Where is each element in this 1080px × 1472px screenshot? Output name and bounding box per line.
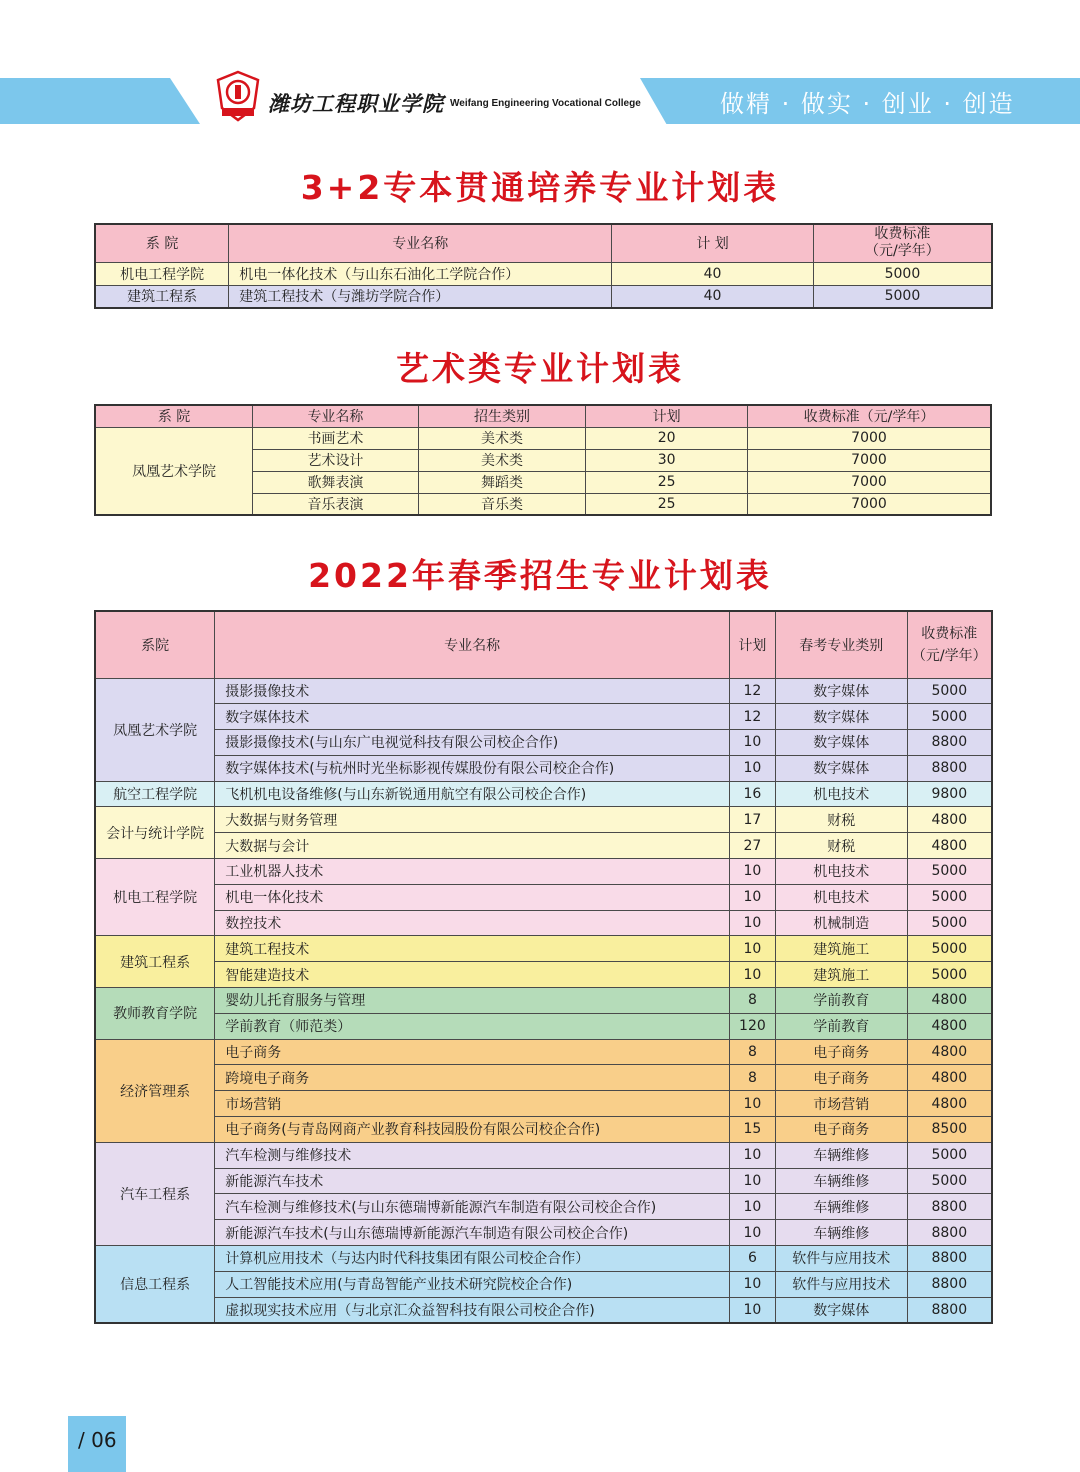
cell-major: 数字媒体技术(与杭州时光坐标影视传媒股份有限公司校企合作) (215, 755, 730, 781)
table-row (95, 988, 992, 1014)
table-row (95, 1013, 992, 1039)
cell-fee: 4800 (907, 1091, 992, 1117)
cell-major: 电子商务 (215, 1039, 730, 1065)
cell-major: 跨境电子商务 (215, 1065, 730, 1091)
cell-exam-category: 机电技术 (775, 859, 907, 885)
cell-fee: 4800 (907, 1039, 992, 1065)
cell-exam-category: 学前教育 (775, 988, 907, 1014)
cell-exam-category: 车辆维修 (775, 1168, 907, 1194)
table-header-row (95, 405, 991, 427)
table-row (95, 807, 992, 833)
cell-dept: 汽车工程系 (95, 1142, 215, 1245)
cell-fee: 4800 (907, 1065, 992, 1091)
cell-plan: 10 (729, 1091, 775, 1117)
cell-major: 摄影摄像技术 (215, 678, 730, 704)
cell-fee: 8800 (907, 1246, 992, 1272)
cell-plan: 10 (729, 1142, 775, 1168)
cell-plan: 10 (729, 936, 775, 962)
cell-plan: 25 (586, 493, 748, 515)
cell-major: 学前教育（师范类） (215, 1013, 730, 1039)
cell-major: 大数据与财务管理 (215, 807, 730, 833)
cell-exam-category: 建筑施工 (775, 962, 907, 988)
cell-fee: 9800 (907, 781, 992, 807)
table-row (95, 833, 992, 859)
page-number: / 06 (68, 1416, 126, 1472)
cell-exam-category: 机电技术 (775, 884, 907, 910)
cell-major: 摄影摄像技术(与山东广电视觉科技有限公司校企合作) (215, 730, 730, 756)
cell-fee: 5000 (907, 704, 992, 730)
cell-plan: 120 (729, 1013, 775, 1039)
cell-fee: 5000 (813, 285, 992, 308)
school-name-en: Weifang Engineering Vocational College (450, 98, 641, 109)
table3-title: 2022年春季招生专业计划表 (308, 556, 772, 595)
cell-fee: 8800 (907, 1220, 992, 1246)
table-row (95, 285, 992, 308)
header-fee-line1: 收费标准 (874, 226, 931, 243)
cell-fee: 5000 (813, 262, 992, 285)
cell-exam-category: 数字媒体 (775, 755, 907, 781)
cell-exam-category: 数字媒体 (775, 678, 907, 704)
cell-major: 歌舞表演 (253, 471, 419, 493)
cell-major: 机电一体化技术（与山东石油化工学院合作） (229, 262, 612, 285)
header-category: 招生类别 (418, 405, 586, 427)
cell-exam-category: 学前教育 (775, 1013, 907, 1039)
cell-plan: 10 (729, 1220, 775, 1246)
table-row (95, 962, 992, 988)
table-spring-2022-plan (94, 610, 993, 1324)
cell-fee: 7000 (748, 449, 992, 471)
cell-major: 书画艺术 (253, 427, 419, 449)
cell-exam-category: 车辆维修 (775, 1220, 907, 1246)
table-row (95, 910, 992, 936)
table-3plus2-plan (94, 223, 993, 309)
cell-plan: 6 (729, 1246, 775, 1272)
table-row (95, 1117, 992, 1143)
cell-exam-category: 机械制造 (775, 910, 907, 936)
cell-fee: 7000 (748, 493, 992, 515)
cell-dept: 建筑工程系 (95, 285, 229, 308)
cell-fee: 5000 (907, 1168, 992, 1194)
cell-exam-category: 财税 (775, 833, 907, 859)
cell-dept: 教师教育学院 (95, 988, 215, 1040)
cell-category: 音乐类 (418, 493, 586, 515)
cell-plan: 12 (729, 678, 775, 704)
cell-plan: 25 (586, 471, 748, 493)
cell-plan: 27 (729, 833, 775, 859)
table-art-plan (94, 404, 992, 516)
cell-major: 音乐表演 (253, 493, 419, 515)
table-row (95, 704, 992, 730)
cell-dept: 机电工程学院 (95, 859, 215, 936)
header-fee-line2: （元/学年） (865, 243, 940, 260)
cell-dept: 机电工程学院 (95, 262, 229, 285)
table-row (95, 859, 992, 885)
cell-fee: 4800 (907, 988, 992, 1014)
table-row (95, 781, 992, 807)
table-row (95, 1065, 992, 1091)
cell-dept: 经济管理系 (95, 1039, 215, 1142)
cell-exam-category: 电子商务 (775, 1117, 907, 1143)
cell-major: 市场营销 (215, 1091, 730, 1117)
cell-major: 虚拟现实技术应用（与北京汇众益智科技有限公司校企合作) (215, 1297, 730, 1323)
cell-plan: 17 (729, 807, 775, 833)
cell-major: 新能源汽车技术 (215, 1168, 730, 1194)
header-major: 专业名称 (215, 611, 730, 678)
table-header-row (95, 611, 992, 678)
cell-dept: 建筑工程系 (95, 936, 215, 988)
header-fee-line1: 收费标准 (921, 625, 978, 642)
header-exam-category: 春考专业类别 (775, 611, 907, 678)
cell-fee: 8800 (907, 1297, 992, 1323)
cell-fee: 8800 (907, 1194, 992, 1220)
table-row (95, 936, 992, 962)
cell-dept: 凤凰艺术学院 (95, 678, 215, 781)
cell-fee: 5000 (907, 910, 992, 936)
cell-category: 美术类 (418, 427, 586, 449)
cell-major: 汽车检测与维修技术(与山东德瑞博新能源汽车制造有限公司校企合作) (215, 1194, 730, 1220)
header-fee (907, 611, 992, 678)
cell-fee: 5000 (907, 859, 992, 885)
cell-exam-category: 软件与应用技术 (775, 1246, 907, 1272)
cell-major: 大数据与会计 (215, 833, 730, 859)
cell-major: 艺术设计 (253, 449, 419, 471)
cell-plan: 10 (729, 1271, 775, 1297)
cell-exam-category: 软件与应用技术 (775, 1271, 907, 1297)
header-fee (813, 224, 992, 262)
table-row (95, 1297, 992, 1323)
cell-plan: 10 (729, 1297, 775, 1323)
header-dept: 系院 (95, 611, 215, 678)
cell-fee: 8800 (907, 755, 992, 781)
header-dept: 系 院 (95, 224, 229, 262)
table1-title: 3+2专本贯通培养专业计划表 (300, 168, 780, 207)
cell-plan: 20 (586, 427, 748, 449)
cell-fee: 5000 (907, 678, 992, 704)
cell-exam-category: 车辆维修 (775, 1142, 907, 1168)
cell-exam-category: 财税 (775, 807, 907, 833)
header-band-left (0, 78, 200, 124)
cell-dept: 航空工程学院 (95, 781, 215, 807)
cell-major: 人工智能技术应用(与青岛智能产业技术研究院校企合作) (215, 1271, 730, 1297)
header-fee: 收费标准（元/学年） (748, 405, 992, 427)
header-major: 专业名称 (229, 224, 612, 262)
table-row (95, 1194, 992, 1220)
table-row (95, 1271, 992, 1297)
cell-major: 智能建造技术 (215, 962, 730, 988)
cell-plan: 10 (729, 910, 775, 936)
cell-major: 计算机应用技术（与达内时代科技集团有限公司校企合作） (215, 1246, 730, 1272)
cell-fee: 4800 (907, 833, 992, 859)
cell-dept: 凤凰艺术学院 (95, 427, 253, 515)
cell-major: 婴幼儿托育服务与管理 (215, 988, 730, 1014)
cell-exam-category: 数字媒体 (775, 730, 907, 756)
cell-fee: 4800 (907, 807, 992, 833)
table-row (95, 884, 992, 910)
cell-fee: 8500 (907, 1117, 992, 1143)
header-plan: 计划 (586, 405, 748, 427)
cell-major: 新能源汽车技术(与山东德瑞博新能源汽车制造有限公司校企合作) (215, 1220, 730, 1246)
table-row (95, 1220, 992, 1246)
cell-dept: 信息工程系 (95, 1246, 215, 1323)
cell-fee: 5000 (907, 884, 992, 910)
cell-plan: 8 (729, 1065, 775, 1091)
cell-major: 数字媒体技术 (215, 704, 730, 730)
cell-major: 工业机器人技术 (215, 859, 730, 885)
table-row (95, 1142, 992, 1168)
cell-plan: 40 (612, 262, 814, 285)
header-slogan: 做精 · 做实 · 创业 · 创造 (720, 90, 1015, 118)
cell-fee: 7000 (748, 427, 992, 449)
school-emblem-icon (214, 70, 262, 122)
cell-plan: 40 (612, 285, 814, 308)
cell-plan: 15 (729, 1117, 775, 1143)
cell-category: 舞蹈类 (418, 471, 586, 493)
table-row (95, 1039, 992, 1065)
cell-exam-category: 电子商务 (775, 1039, 907, 1065)
cell-plan: 30 (586, 449, 748, 471)
cell-exam-category: 机电技术 (775, 781, 907, 807)
table-row (95, 1246, 992, 1272)
cell-major: 建筑工程技术（与潍坊学院合作） (229, 285, 612, 308)
cell-plan: 12 (729, 704, 775, 730)
cell-exam-category: 数字媒体 (775, 704, 907, 730)
table-header-row (95, 224, 992, 262)
cell-major: 飞机机电设备维修(与山东新锐通用航空有限公司校企合作) (215, 781, 730, 807)
header-plan: 计划 (729, 611, 775, 678)
cell-fee: 4800 (907, 1013, 992, 1039)
cell-plan: 10 (729, 730, 775, 756)
cell-fee: 8800 (907, 1271, 992, 1297)
cell-dept: 会计与统计学院 (95, 807, 215, 859)
header-dept: 系 院 (95, 405, 253, 427)
cell-exam-category: 车辆维修 (775, 1194, 907, 1220)
cell-plan: 10 (729, 755, 775, 781)
cell-fee: 7000 (748, 471, 992, 493)
table-row (95, 730, 992, 756)
table-row (95, 678, 992, 704)
cell-fee: 8800 (907, 730, 992, 756)
school-name-cn: 潍坊工程职业学院 (268, 91, 444, 116)
cell-exam-category: 市场营销 (775, 1091, 907, 1117)
cell-plan: 16 (729, 781, 775, 807)
cell-major: 建筑工程技术 (215, 936, 730, 962)
cell-exam-category: 电子商务 (775, 1065, 907, 1091)
cell-exam-category: 数字媒体 (775, 1297, 907, 1323)
cell-fee: 5000 (907, 962, 992, 988)
cell-plan: 10 (729, 962, 775, 988)
cell-major: 汽车检测与维修技术 (215, 1142, 730, 1168)
cell-exam-category: 建筑施工 (775, 936, 907, 962)
cell-plan: 8 (729, 988, 775, 1014)
cell-major: 机电一体化技术 (215, 884, 730, 910)
cell-category: 美术类 (418, 449, 586, 471)
header-major: 专业名称 (253, 405, 419, 427)
header-fee-line2: （元/学年） (911, 647, 987, 664)
table-row (95, 262, 992, 285)
cell-plan: 8 (729, 1039, 775, 1065)
cell-plan: 10 (729, 884, 775, 910)
cell-major: 电子商务(与青岛网商产业教育科技园股份有限公司校企合作) (215, 1117, 730, 1143)
table2-title: 艺术类专业计划表 (396, 349, 684, 388)
header-plan: 计 划 (612, 224, 814, 262)
cell-major: 数控技术 (215, 910, 730, 936)
cell-fee: 5000 (907, 936, 992, 962)
table-row (95, 1168, 992, 1194)
cell-plan: 10 (729, 1168, 775, 1194)
cell-plan: 10 (729, 859, 775, 885)
table-row (95, 427, 991, 449)
table-row (95, 755, 992, 781)
cell-fee: 5000 (907, 1142, 992, 1168)
cell-plan: 10 (729, 1194, 775, 1220)
table-row (95, 1091, 992, 1117)
